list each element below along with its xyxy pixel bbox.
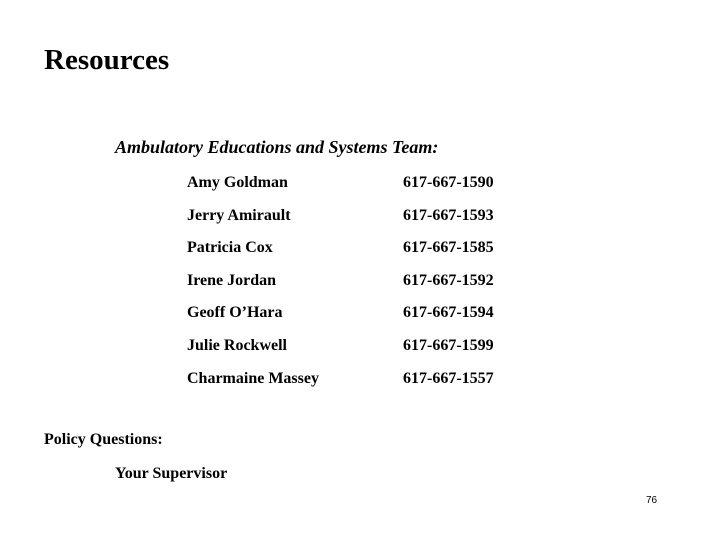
contact-row (187, 174, 494, 207)
contact-name: Julie Rockwell (187, 336, 287, 354)
contact-row (187, 337, 494, 370)
policy-heading: Policy Questions: (44, 431, 163, 448)
contact-row (187, 304, 494, 337)
contact-name: Geoff O’Hara (187, 304, 283, 322)
contact-name: Amy Goldman (187, 174, 288, 191)
contact-row (187, 239, 494, 272)
contact-name: Patricia Cox (187, 239, 273, 257)
policy-contact: Your Supervisor (115, 465, 228, 482)
contact-row (187, 207, 494, 240)
team-heading: Ambulatory Educations and Systems Team: (115, 137, 439, 157)
contact-phone: 617-667-1585 (403, 239, 494, 257)
contact-phone: 617-667-1594 (403, 304, 494, 322)
contact-phone: 617-667-1599 (403, 336, 494, 354)
contact-phone: 617-667-1557 (403, 369, 494, 387)
contact-phone: 617-667-1590 (403, 174, 494, 191)
contact-name: Jerry Amirault (187, 206, 291, 224)
contact-phone: 617-667-1592 (403, 271, 494, 289)
contact-phone: 617-667-1593 (403, 206, 494, 224)
contact-list (187, 174, 494, 402)
contact-row (187, 272, 494, 305)
page-number: 76 (646, 495, 658, 506)
contact-name: Charmaine Massey (187, 369, 319, 387)
slide-title: Resources (44, 44, 170, 76)
contact-row (187, 370, 494, 403)
contact-name: Irene Jordan (187, 271, 277, 289)
